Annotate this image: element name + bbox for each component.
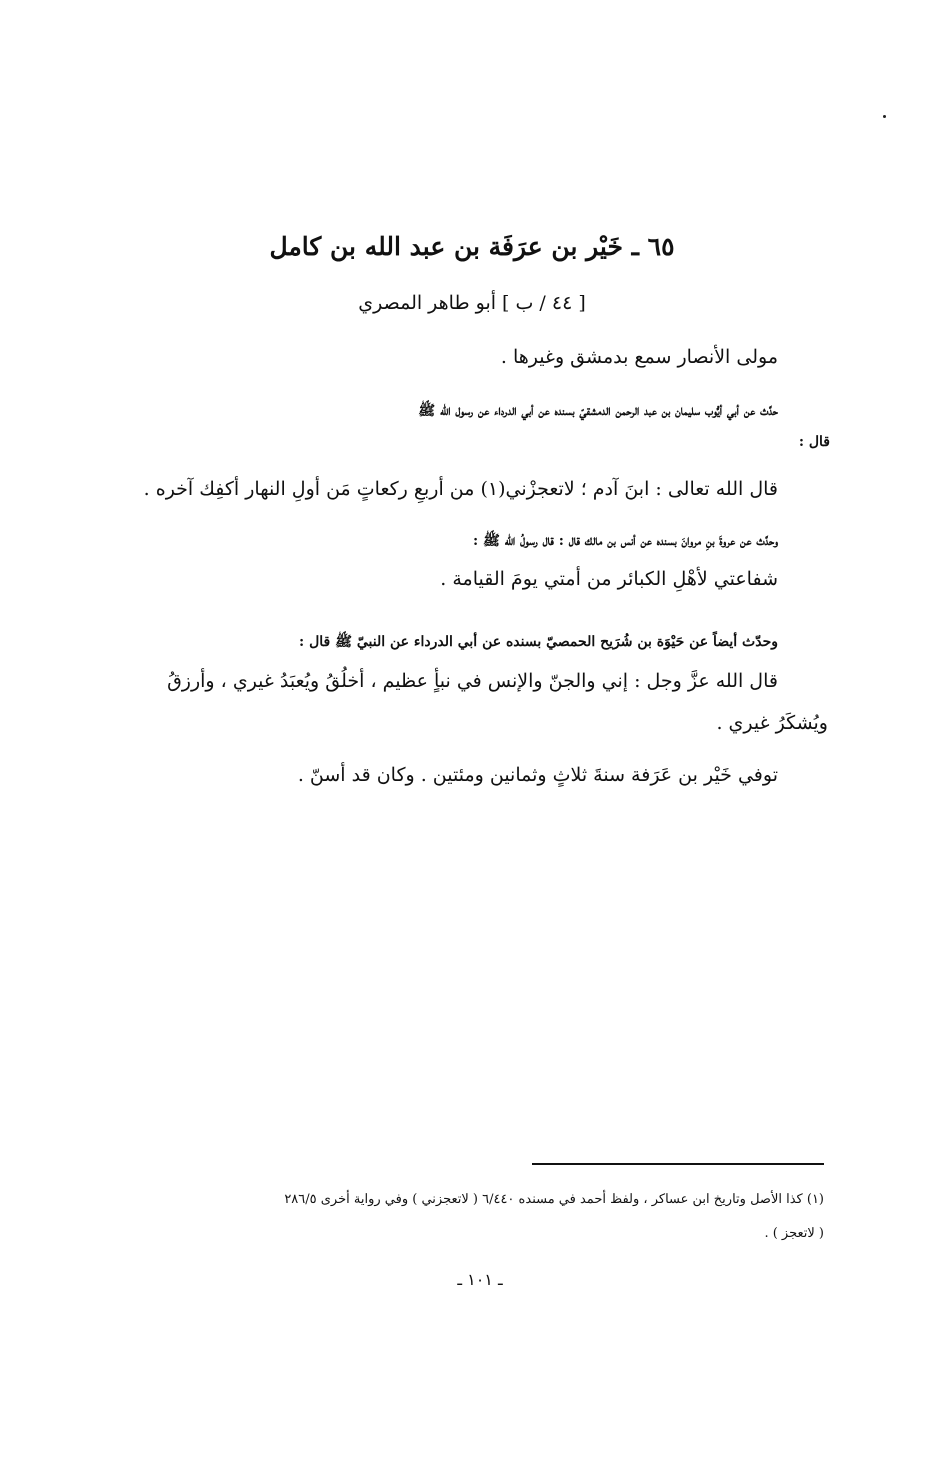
- footnote-line-1: (١) كذا الأصل وتاريخ ابن عساكر ، ولفظ أحمد في مسنده ٦/٤٤٠ ( لاتعجزني ) وفي رواية أخرى ٢٨٦/٥: [284, 1192, 824, 1207]
- entry-title: ٦٥ ـ خَيْر بن عرَفَة بن عبد الله بن كامل: [269, 232, 675, 261]
- footnote-divider: [532, 1163, 824, 1165]
- text-line-9: ويُشكَرُ غيري .: [716, 712, 828, 734]
- scan-speck: [883, 115, 886, 118]
- text-line-2: حدَّث عن أبي أيُّوب سليمان بن عبد الرحمن الدمشقيّ بسنده عن أبي الدرداء عن رسول الله ﷺ: [418, 403, 778, 419]
- text-line-3: قال :: [798, 434, 830, 450]
- text-line-7: وحدّث أيضاً عن حَيْوَة بن شُرَيح الحمصيّ بسنده عن أبي الدرداء عن النبيّ ﷺ قال :: [299, 634, 778, 650]
- text-line-5: وحدَّث عن عروةَ بنِ مروانَ بسنده عن أنس بن مالك قال : قال رسولُ الله ﷺ :: [472, 533, 778, 549]
- text-line-8: قال الله عزَّ وجل : إني والجنّ والإنس في نبأٍ عظيم ، أخلُقُ ويُعبَدُ غيري ، وأرزقُ: [167, 670, 778, 692]
- footnote-line-2: ( لاتعجز ) .: [764, 1226, 824, 1241]
- text-line-1: مولى الأنصار سمع بدمشق وغيرها .: [500, 346, 778, 368]
- text-line-10: توفي خَيْر بن عَرَفة سنةَ ثلاثٍ وثمانين ومئتين . وكان قد أسنّ .: [297, 764, 778, 786]
- page-number: ـ ١٠١ ـ: [457, 1270, 503, 1289]
- text-line-4: قال الله تعالى : ابنَ آدم ؛ لاتعجزْني(١) من أربعِ ركعاتٍ مَن أولِ النهار أكفِك آخره .: [143, 478, 778, 500]
- text-line-6: شفاعتي لأهْلِ الكبائر من أمتي يومَ القيامة .: [440, 568, 778, 590]
- entry-subtitle: [ ٤٤ / ب ] أبو طاهر المصري: [358, 292, 586, 314]
